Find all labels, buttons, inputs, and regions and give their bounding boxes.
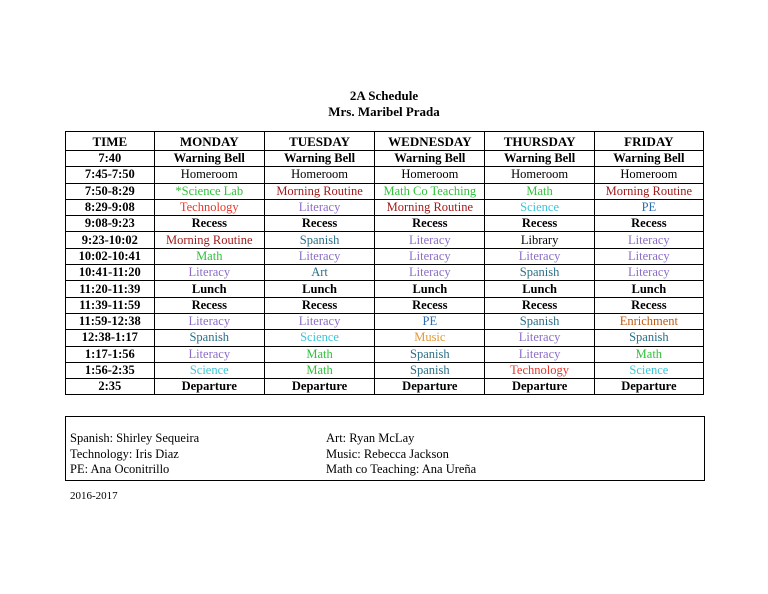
column-header: TUESDAY bbox=[264, 132, 374, 151]
activity-cell: Recess bbox=[154, 216, 264, 232]
activity-cell: Science bbox=[594, 362, 703, 378]
time-cell: 8:29-9:08 bbox=[66, 199, 155, 215]
table-row bbox=[66, 297, 704, 313]
activity-cell: Warning Bell bbox=[375, 151, 485, 167]
activity-cell: Recess bbox=[485, 216, 594, 232]
staff-entry: Technology: Iris Diaz bbox=[70, 446, 179, 461]
table-row bbox=[66, 330, 704, 346]
table-row bbox=[66, 151, 704, 167]
time-cell: 9:23-10:02 bbox=[66, 232, 155, 248]
activity-cell: Departure bbox=[154, 379, 264, 395]
activity-cell: Music bbox=[375, 330, 485, 346]
activity-cell: Math bbox=[594, 346, 703, 362]
time-cell: 11:39-11:59 bbox=[66, 297, 155, 313]
activity-cell: Recess bbox=[485, 297, 594, 313]
activity-cell: Literacy bbox=[594, 248, 703, 264]
table-row bbox=[66, 346, 704, 362]
activity-cell: Recess bbox=[264, 297, 374, 313]
staff-list-left bbox=[70, 431, 199, 478]
activity-cell: Literacy bbox=[154, 265, 264, 281]
time-cell: 7:50-8:29 bbox=[66, 183, 155, 199]
table-row bbox=[66, 199, 704, 215]
activity-cell: Warning Bell bbox=[264, 151, 374, 167]
activity-cell: Morning Routine bbox=[375, 199, 485, 215]
activity-cell: Departure bbox=[594, 379, 703, 395]
table-row bbox=[66, 313, 704, 329]
staff-list-right bbox=[326, 431, 476, 478]
activity-cell: Spanish bbox=[594, 330, 703, 346]
table-row bbox=[66, 183, 704, 199]
staff-entry: Art: Ryan McLay bbox=[326, 431, 415, 445]
activity-cell: Recess bbox=[375, 216, 485, 232]
activity-cell: Warning Bell bbox=[485, 151, 594, 167]
table-row bbox=[66, 362, 704, 378]
activity-cell: Recess bbox=[594, 297, 703, 313]
activity-cell: Spanish bbox=[264, 232, 374, 248]
table-row bbox=[66, 232, 704, 248]
time-cell: 2:35 bbox=[66, 379, 155, 395]
activity-cell: Spanish bbox=[375, 346, 485, 362]
column-header: FRIDAY bbox=[594, 132, 703, 151]
activity-cell: Lunch bbox=[264, 281, 374, 297]
activity-cell: Science bbox=[485, 199, 594, 215]
activity-cell: Spanish bbox=[485, 265, 594, 281]
activity-cell: Morning Routine bbox=[264, 183, 374, 199]
time-cell: 1:56-2:35 bbox=[66, 362, 155, 378]
table-row bbox=[66, 167, 704, 183]
activity-cell: Homeroom bbox=[154, 167, 264, 183]
teacher-name: Mrs. Maribel Prada bbox=[328, 104, 440, 119]
column-header: WEDNESDAY bbox=[375, 132, 485, 151]
activity-cell: Homeroom bbox=[375, 167, 485, 183]
activity-cell: Literacy bbox=[485, 346, 594, 362]
table-header-row bbox=[66, 132, 704, 151]
activity-cell: Math bbox=[485, 183, 594, 199]
activity-cell: Departure bbox=[264, 379, 374, 395]
activity-cell: Science bbox=[264, 330, 374, 346]
activity-cell: Lunch bbox=[154, 281, 264, 297]
activity-cell: Math bbox=[264, 362, 374, 378]
activity-cell: Spanish bbox=[154, 330, 264, 346]
activity-cell: *Science Lab bbox=[154, 183, 264, 199]
activity-cell: PE bbox=[594, 199, 703, 215]
activity-cell: Recess bbox=[375, 297, 485, 313]
staff-entry: Math co Teaching: Ana Ureña bbox=[326, 462, 477, 476]
activity-cell: Literacy bbox=[264, 248, 374, 264]
activity-cell: PE bbox=[375, 313, 485, 329]
activity-cell: Lunch bbox=[485, 281, 594, 297]
activity-cell: Technology bbox=[154, 199, 264, 215]
activity-cell: Literacy bbox=[154, 313, 264, 329]
activity-cell: Literacy bbox=[154, 346, 264, 362]
activity-cell: Departure bbox=[485, 379, 594, 395]
activity-cell: Technology bbox=[485, 362, 594, 378]
time-cell: 7:40 bbox=[66, 151, 155, 167]
staff-entry: Spanish: Shirley Sequeira bbox=[70, 431, 200, 445]
activity-cell: Recess bbox=[264, 216, 374, 232]
activity-cell: Literacy bbox=[264, 199, 374, 215]
time-cell: 9:08-9:23 bbox=[66, 216, 155, 232]
activity-cell: Enrichment bbox=[594, 313, 703, 329]
activity-cell: Math Co Teaching bbox=[375, 183, 485, 199]
activity-cell: Recess bbox=[594, 216, 703, 232]
table-row bbox=[66, 248, 704, 264]
activity-cell: Library bbox=[485, 232, 594, 248]
activity-cell: Spanish bbox=[375, 362, 485, 378]
activity-cell: Morning Routine bbox=[594, 183, 703, 199]
time-cell: 1:17-1:56 bbox=[66, 346, 155, 362]
activity-cell: Warning Bell bbox=[594, 151, 703, 167]
column-header: MONDAY bbox=[154, 132, 264, 151]
activity-cell: Recess bbox=[154, 297, 264, 313]
activity-cell: Literacy bbox=[375, 265, 485, 281]
activity-cell: Literacy bbox=[375, 248, 485, 264]
school-year: 2016-2017 bbox=[70, 490, 118, 502]
activity-cell: Homeroom bbox=[485, 167, 594, 183]
activity-cell: Literacy bbox=[485, 330, 594, 346]
staff-entry: PE: Ana Oconitrillo bbox=[70, 462, 170, 476]
schedule-table bbox=[65, 131, 704, 395]
column-header: TIME bbox=[66, 132, 155, 151]
time-cell: 12:38-1:17 bbox=[66, 330, 155, 346]
time-cell: 10:02-10:41 bbox=[66, 248, 155, 264]
staff-box bbox=[65, 416, 705, 481]
activity-cell: Homeroom bbox=[264, 167, 374, 183]
activity-cell: Literacy bbox=[485, 248, 594, 264]
activity-cell: Spanish bbox=[485, 313, 594, 329]
table-row bbox=[66, 265, 704, 281]
activity-cell: Literacy bbox=[375, 232, 485, 248]
activity-cell: Math bbox=[264, 346, 374, 362]
time-cell: 11:20-11:39 bbox=[66, 281, 155, 297]
time-cell: 10:41-11:20 bbox=[66, 265, 155, 281]
time-cell: 11:59-12:38 bbox=[66, 313, 155, 329]
table-row bbox=[66, 216, 704, 232]
activity-cell: Homeroom bbox=[594, 167, 703, 183]
table-row bbox=[66, 281, 704, 297]
activity-cell: Warning Bell bbox=[154, 151, 264, 167]
activity-cell: Literacy bbox=[594, 265, 703, 281]
column-header: THURSDAY bbox=[485, 132, 594, 151]
activity-cell: Science bbox=[154, 362, 264, 378]
time-cell: 7:45-7:50 bbox=[66, 167, 155, 183]
activity-cell: Math bbox=[154, 248, 264, 264]
activity-cell: Departure bbox=[375, 379, 485, 395]
activity-cell: Lunch bbox=[375, 281, 485, 297]
schedule-title: 2A Schedule bbox=[349, 88, 419, 103]
staff-entry: Music: Rebecca Jackson bbox=[326, 446, 449, 461]
table-row bbox=[66, 379, 704, 395]
activity-cell: Literacy bbox=[594, 232, 703, 248]
activity-cell: Morning Routine bbox=[154, 232, 264, 248]
activity-cell: Literacy bbox=[264, 313, 374, 329]
activity-cell: Lunch bbox=[594, 281, 703, 297]
activity-cell: Art bbox=[264, 265, 374, 281]
